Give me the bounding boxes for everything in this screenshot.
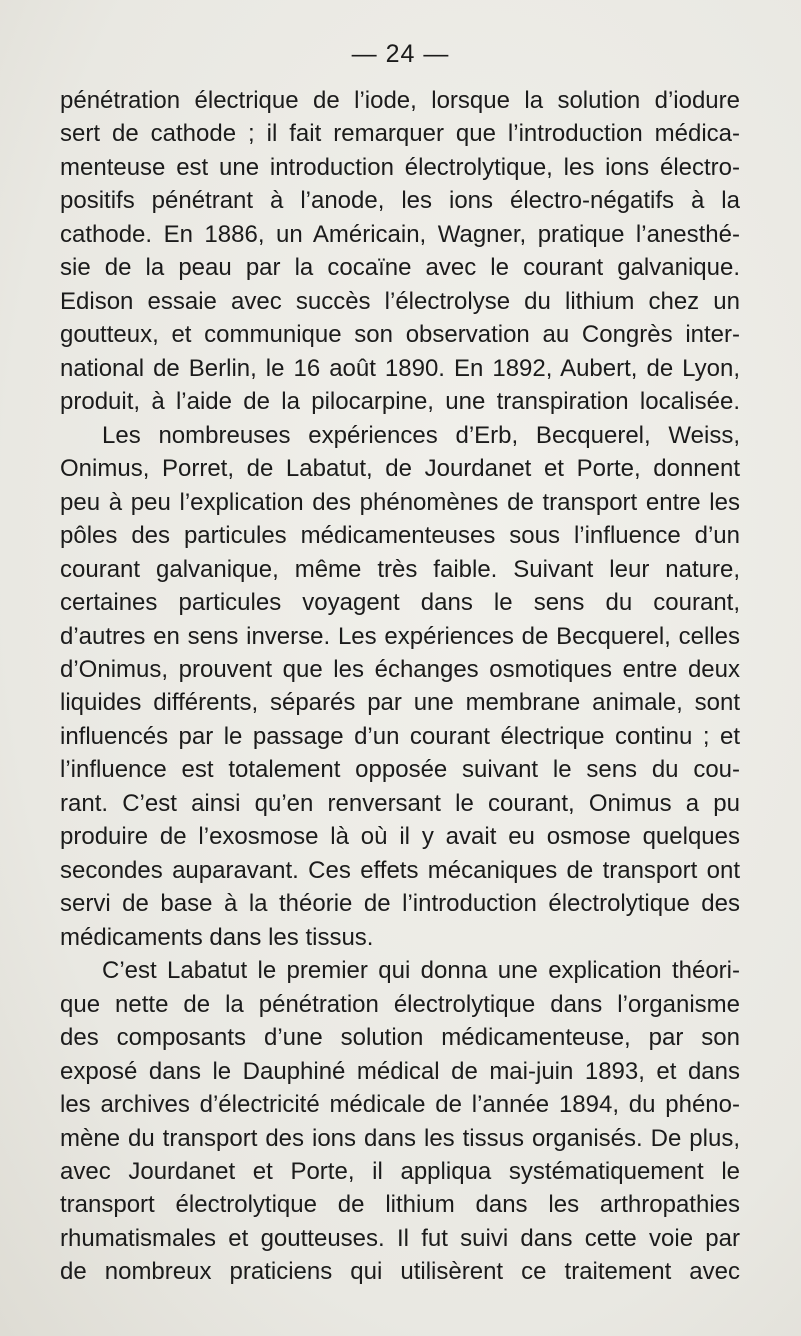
text-line: menteuse est une introduction électrolytique, les ions électro- [60,153,740,181]
text-line: des composants d’une solution médicamenteuse, par son [60,1024,740,1052]
text-line: national de Berlin, le 16 août 1890. En 1892, Aubert, de Lyon, [60,354,740,382]
text-line: sert de cathode ; il fait remarquer que l’introduction médica- [60,120,740,148]
text-line: positifs pénétrant à l’anode, les ions électro-négatifs à la [60,187,740,215]
text-line: médicaments dans les tissus. [60,923,374,951]
text-line: transport électrolytique de lithium dans les arthropathies [60,1191,740,1219]
text-line: secondes auparavant. Ces effets mécaniques de transport ont [60,856,740,884]
text-line: sie de la peau par la cocaïne avec le courant galvanique. [60,254,740,282]
text-line: d’Onimus, prouvent que les échanges osmotiques entre deux [60,655,740,683]
text-line: d’autres en sens inverse. Les expériences de Becquerel, celles [60,622,740,650]
text-line: liquides différents, séparés par une membrane animale, sont [60,689,740,717]
text-line: Les nombreuses expériences d’Erb, Becquerel, Weiss, [102,421,740,449]
text-line: avec Jourdanet et Porte, il appliqua systématiquement le [60,1158,740,1185]
text-line: Edison essaie avec succès l’électrolyse du lithium chez un [60,287,740,315]
text-line: goutteux, et communique son observation au Congrès inter- [60,321,740,349]
text-line: l’influence est totalement opposée suivant le sens du cou- [60,756,740,784]
text-line: produire de l’exosmose là où il y avait eu osmose quelques [60,823,740,851]
text-line: exposé dans le Dauphiné médical de mai-juin 1893, et dans [60,1057,740,1085]
text-line: que nette de la pénétration électrolytique dans l’organisme [60,990,740,1018]
text-line: produit, à l’aide de la pilocarpine, une transpiration localisée. [60,388,740,416]
body-text [60,84,740,1289]
text-line: courant galvanique, même très faible. Suivant leur nature, [60,555,740,583]
text-line: Onimus, Porret, de Labatut, de Jourdanet et Porte, donnent [60,455,740,483]
text-line: peu à peu l’explication des phénomènes de transport entre les [60,488,740,516]
text-line: certaines particules voyagent dans le sens du courant, [60,589,740,617]
text-line: pôles des particules médicamenteuses sous l’influence d’un [60,522,740,550]
text-line: les archives d’électricité médicale de l’année 1894, du phéno- [60,1091,740,1119]
page-number: — 24 — [351,40,450,68]
text-line: C’est Labatut le premier qui donna une explication théori- [102,957,740,985]
text-line: rhumatismales et goutteuses. Il fut suivi dans cette voie par [60,1224,740,1252]
text-line: pénétration électrique de l’iode, lorsque la solution d’iodure [60,87,740,114]
text-line: de nombreux praticiens qui utilisèrent ce traitement avec [60,1258,740,1286]
text-line: influencés par le passage d’un courant électrique continu ; et [60,722,740,750]
text-line: rant. C’est ainsi qu’en renversant le courant, Onimus a pu [60,789,740,817]
text-line: cathode. En 1886, un Américain, Wagner, pratique l’anesthé- [60,220,740,248]
text-line: mène du transport des ions dans les tissus organisés. De plus, [60,1124,740,1152]
text-line: servi de base à la théorie de l’introduction électrolytique des [60,890,740,918]
